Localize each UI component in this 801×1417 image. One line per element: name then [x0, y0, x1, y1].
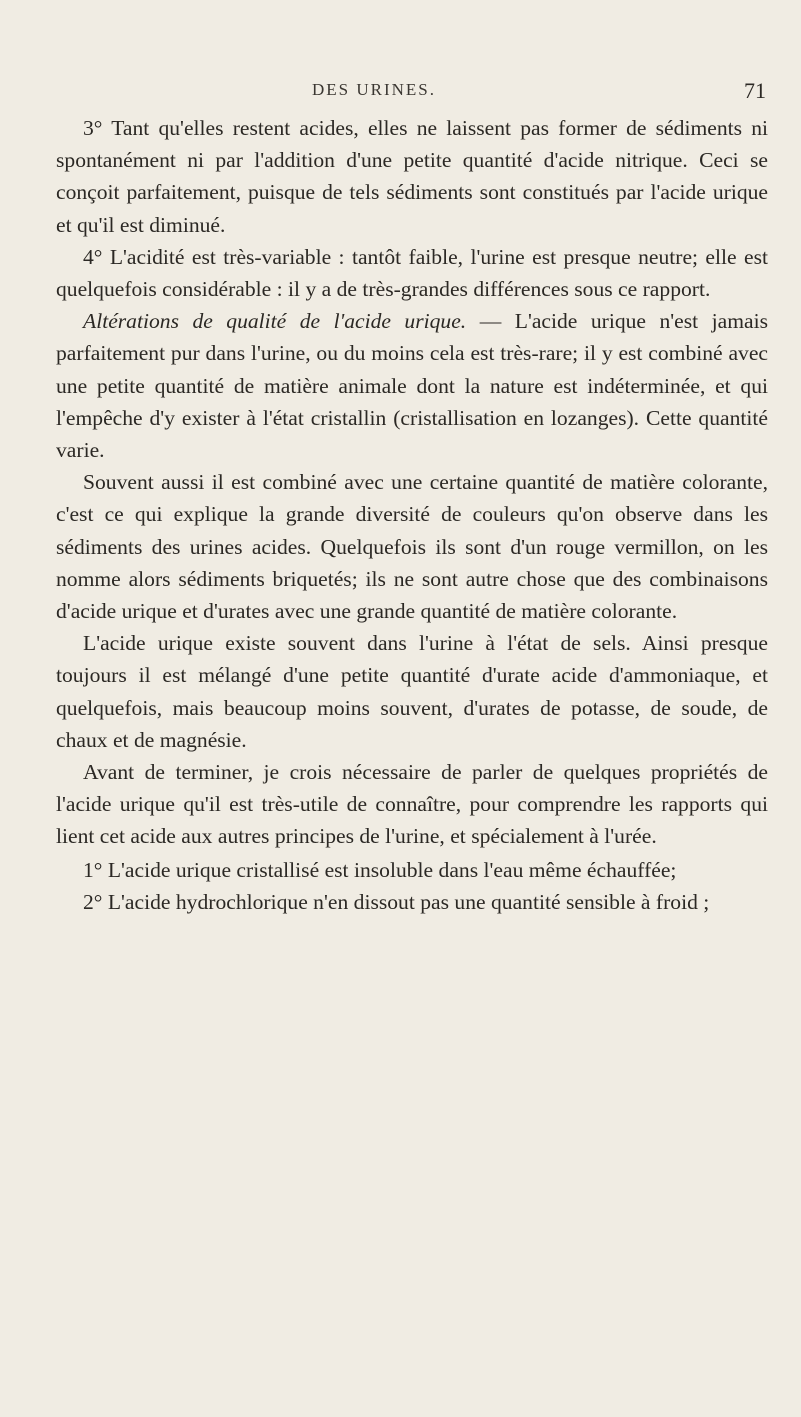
running-title: DES URINES.: [312, 80, 437, 99]
section-alterations: [56, 305, 768, 466]
section-text: — L'acide urique n'est jamais parfaitement pur dans l'urine, ou du moins cela est très-rare; il y est combiné avec une petite quantité de matière animale dont la nature est indéterminée, et qui l'empêche d'y exister à l'état cristallin (cristallisation en lozanges). Cette quantité varie.: [56, 309, 768, 463]
paragraph-coloring-matter: Souvent aussi il est combiné avec une certaine quantité de matière colorante, c'est ce qui explique la grande diversité de couleurs qu'on observe dans les sédiments des urines acides. Quelquefois ils sont d'un rouge vermillon, on les nomme alors sédiments briquetés; ils ne sont autre chose que des combinaisons d'acide urique et d'urates avec une grande quantité de matière colorante.: [56, 470, 768, 624]
paragraph-properties: Avant de terminer, je crois nécessaire de parler de quelques propriétés de l'acide urique qu'il est très-utile de connaître, pour comprendre les rapports qui lient cet acide aux autres principes de l'urine, et spécialement à l'urée.: [56, 760, 768, 849]
paragraph-salts: L'acide urique existe souvent dans l'urine à l'état de sels. Ainsi presque toujours il est mélangé d'une petite quantité d'urate acide d'ammoniaque, et quelquefois, mais beaucoup moins souvent, d'urates de potasse, de soude, de chaux et de magnésie.: [56, 631, 768, 752]
body-text: [56, 112, 768, 918]
property-1: 1° L'acide urique cristallisé est insoluble dans l'eau même échauffée;: [83, 857, 677, 882]
page-number: 71: [744, 78, 766, 103]
paragraph-point-4: 4° L'acidité est très-variable : tantôt faible, l'urine est presque neutre; elle est quelquefois considérable : il y a de très-grandes différences sous ce rapport.: [56, 244, 768, 302]
running-head: [0, 80, 801, 110]
property-2: 2° L'acide hydrochlorique n'en dissout pas une quantité sensible à froid ;: [83, 889, 710, 914]
section-heading: Altérations de qualité de l'acide urique.: [83, 309, 467, 334]
paragraph-point-3: 3° Tant qu'elles restent acides, elles ne laissent pas former de sédiments ni spontanément ni par l'addition d'une petite quantité d'acide nitrique. Ceci se conçoit parfaitement, puisque de tels sédiments sont constitués par l'acide urique et qu'il est diminué.: [56, 116, 768, 237]
